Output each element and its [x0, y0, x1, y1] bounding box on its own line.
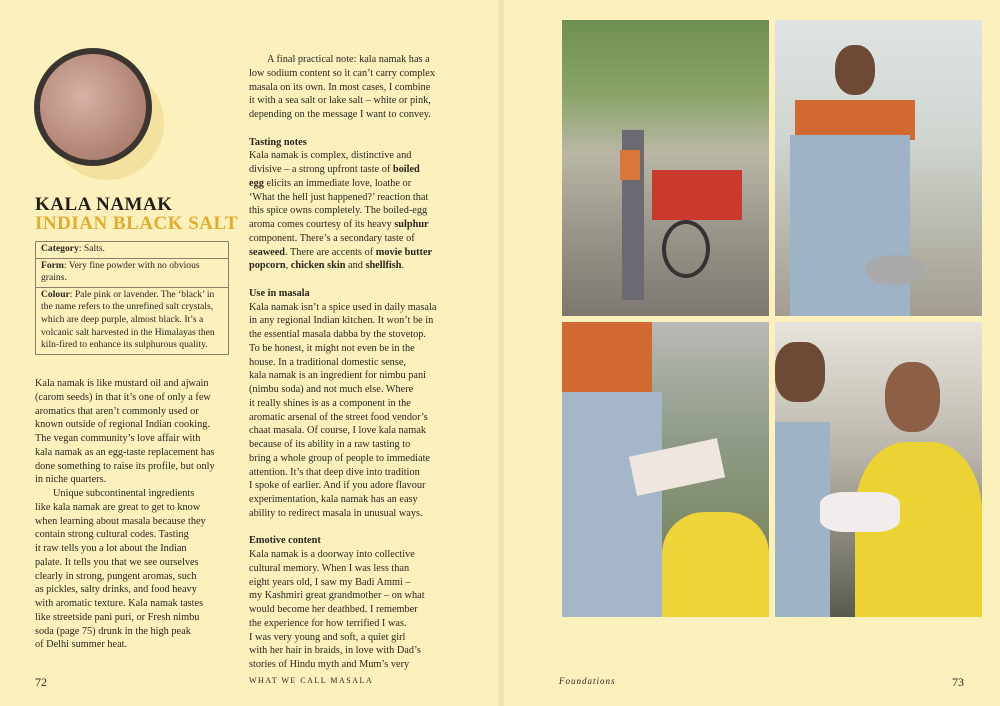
- text-segment: ‘What the hell just happened?’ reaction that: [249, 191, 429, 203]
- page-number-left: 72: [35, 675, 47, 689]
- spice-title: [35, 195, 238, 233]
- info-label: Form: [41, 259, 64, 271]
- highlight-term: seaweed: [249, 246, 286, 258]
- text-line: as pickles, salty drinks, and food heavy: [35, 584, 197, 596]
- text-segment: divisive – a strong upfront taste of: [249, 164, 393, 175]
- running-head-left: WHAT WE CALL MASALA: [249, 676, 374, 685]
- text-line: eight years old, I saw my Badi Ammi –: [249, 576, 411, 588]
- text-line: bring a whole group of people to immediate: [249, 452, 431, 464]
- text-line: done something to raise its profile, but only: [35, 460, 215, 472]
- text-line: when learning about masala because they: [35, 515, 206, 527]
- highlight-term: egg: [249, 177, 264, 189]
- highlight-term: boiled: [392, 164, 420, 175]
- running-head-right: Foundations: [559, 676, 616, 686]
- section-heading: Emotive content: [249, 535, 321, 547]
- text-line: aromatics that aren’t commonly used or: [35, 405, 199, 417]
- text-line: chaat masala. Of course, I love kala namak: [249, 425, 426, 437]
- text-line: [249, 177, 436, 191]
- text-segment: component. There’s a secondary taste of: [249, 232, 415, 244]
- text-line: I spoke of earlier. And if you adore flavour: [249, 480, 426, 492]
- text-line: the essential masala dabba by the stovetop.: [249, 329, 426, 340]
- info-label: Category: [41, 243, 79, 254]
- text-line: [249, 163, 436, 177]
- text-line: [249, 259, 436, 273]
- text-line: [249, 149, 436, 163]
- section-heading: Tasting notes: [249, 136, 307, 148]
- text-line: because of its ability in a raw tasting to: [249, 439, 411, 450]
- page-number-right: 73: [952, 675, 964, 689]
- text-line: the experience for how terrified I was.: [249, 617, 407, 629]
- info-value: : Pale pink or lavender. The ‘black’ in the name refers to the unrefined salt crystals, which are deep purple, almost black. It’s a volcanic salt harvested in the Himalayas then kiln-fired to enhance its sulphurous quality.: [41, 288, 215, 351]
- text-segment: this spice owns completely. The boiled-egg: [249, 205, 428, 217]
- text-line: A final practical note: kala namak has a: [267, 54, 430, 65]
- text-line: in any regional Indian kitchen. It won’t be in: [249, 315, 434, 327]
- text-line: would become her deathbed. I remember: [249, 604, 418, 615]
- text-line: stories of Hindu myth and Mum’s very: [249, 659, 410, 670]
- text-line: it raw tells you a lot about the Indian: [35, 543, 187, 554]
- left-body-text: [35, 377, 215, 652]
- text-line: soda (page 75) drunk in the high peak: [35, 625, 191, 637]
- text-line: with her hair in braids, in love with Dad’s: [249, 645, 421, 657]
- photo-serving-chaat: [562, 322, 769, 617]
- text-segment: ,: [285, 260, 291, 272]
- photo-vendor-street: [562, 20, 769, 316]
- text-line: with aromatic texture. Kala namak tastes: [35, 598, 204, 609]
- photo-woman-eating: [775, 322, 982, 617]
- text-line: cultural memory. When I was less than: [249, 562, 410, 574]
- text-line: (nimbu soda) and not much else. Where: [249, 384, 414, 395]
- info-label: Colour: [41, 288, 70, 300]
- text-line: it with a sea salt or lake salt – white or pink,: [249, 95, 431, 107]
- text-line: Kala namak isn’t a spice used in daily masala: [249, 301, 437, 313]
- text-line: [249, 191, 436, 205]
- section-heading: Use in masala: [249, 287, 310, 299]
- text-line: The vegan community’s love affair with: [35, 433, 201, 444]
- info-row: [36, 288, 228, 354]
- text-line: masala on its own. In most cases, I combine: [249, 81, 431, 93]
- highlight-term: sulphur: [394, 219, 429, 230]
- text-line: (carom seeds) in that it’s one of only a few: [35, 391, 211, 403]
- text-line: experimentation, kala namak has an easy: [249, 494, 418, 505]
- text-line: contain strong cultural codes. Tasting: [35, 529, 189, 541]
- photo-vendor-cutting: [775, 20, 982, 316]
- title-name: KALA NAMAK: [35, 194, 173, 215]
- text-line: it really shines is as a component in the: [249, 397, 411, 409]
- text-line: palate. It tells you that we see ourselves: [35, 556, 199, 568]
- text-line: low sodium content so it can’t carry complex: [249, 67, 435, 79]
- text-line: house. In a traditional domestic sense,: [249, 356, 406, 368]
- text-line: like kala namak are great to get to know: [35, 501, 201, 513]
- text-line: Kala namak is a doorway into collective: [249, 549, 415, 560]
- book-spine: [498, 0, 504, 706]
- text-segment: Kala namak is complex, distinctive and: [249, 150, 412, 162]
- info-value: : Salts.: [78, 243, 105, 254]
- text-line: kala namak as an egg-taste replacement has: [35, 446, 215, 458]
- text-line: [249, 204, 436, 218]
- text-line: I was very young and soft, a quiet girl: [249, 631, 406, 643]
- text-line: [249, 232, 436, 246]
- text-segment: aroma comes courtesy of its heavy: [249, 219, 395, 230]
- text-segment: . There are accents of: [285, 246, 376, 258]
- text-line: Kala namak is like mustard oil and ajwain: [35, 378, 209, 389]
- text-line: known outside of regional Indian cooking.: [35, 419, 211, 431]
- middle-column: [249, 53, 436, 672]
- text-line: of Delhi summer heat.: [35, 639, 128, 651]
- text-line: my Kashmiri great grandmother – on what: [249, 590, 425, 602]
- highlight-term: chicken skin: [290, 260, 346, 272]
- text-line: [249, 218, 436, 232]
- text-line: ability to redirect masala in unusual ways.: [249, 507, 423, 519]
- highlight-term: movie butter: [375, 246, 433, 258]
- info-box: [35, 241, 229, 355]
- text-segment: elicits an immediate love, loathe or: [263, 177, 412, 189]
- info-value: : Very fine powder with no obvious grains.: [41, 259, 200, 284]
- text-line: [249, 246, 436, 260]
- text-line: To be honest, it might not even be in the: [249, 342, 415, 354]
- text-line: in niche quarters.: [35, 474, 107, 486]
- text-line: Unique subcontinental ingredients: [53, 488, 195, 499]
- text-segment: and: [345, 260, 366, 272]
- text-line: clearly in strong, pungent aromas, such: [35, 570, 197, 582]
- info-row: [36, 259, 228, 288]
- info-row: [36, 242, 228, 259]
- text-line: kala namak is an ingredient for nimbu pani: [249, 370, 426, 382]
- text-line: aromatic arsenal of the street food vendor’s: [249, 411, 428, 423]
- highlight-term: shellfish: [365, 260, 402, 272]
- text-line: like streetside pani puri, or Fresh nimbu: [35, 611, 200, 623]
- text-segment: .: [401, 260, 405, 272]
- highlight-term: popcorn: [249, 260, 286, 272]
- text-line: depending on the message I want to convey.: [249, 109, 431, 120]
- text-line: attention. It’s that deep dive into tradition: [249, 466, 420, 478]
- title-subtitle: INDIAN BLACK SALT: [35, 213, 239, 234]
- salt-bowl-photo: [34, 48, 152, 166]
